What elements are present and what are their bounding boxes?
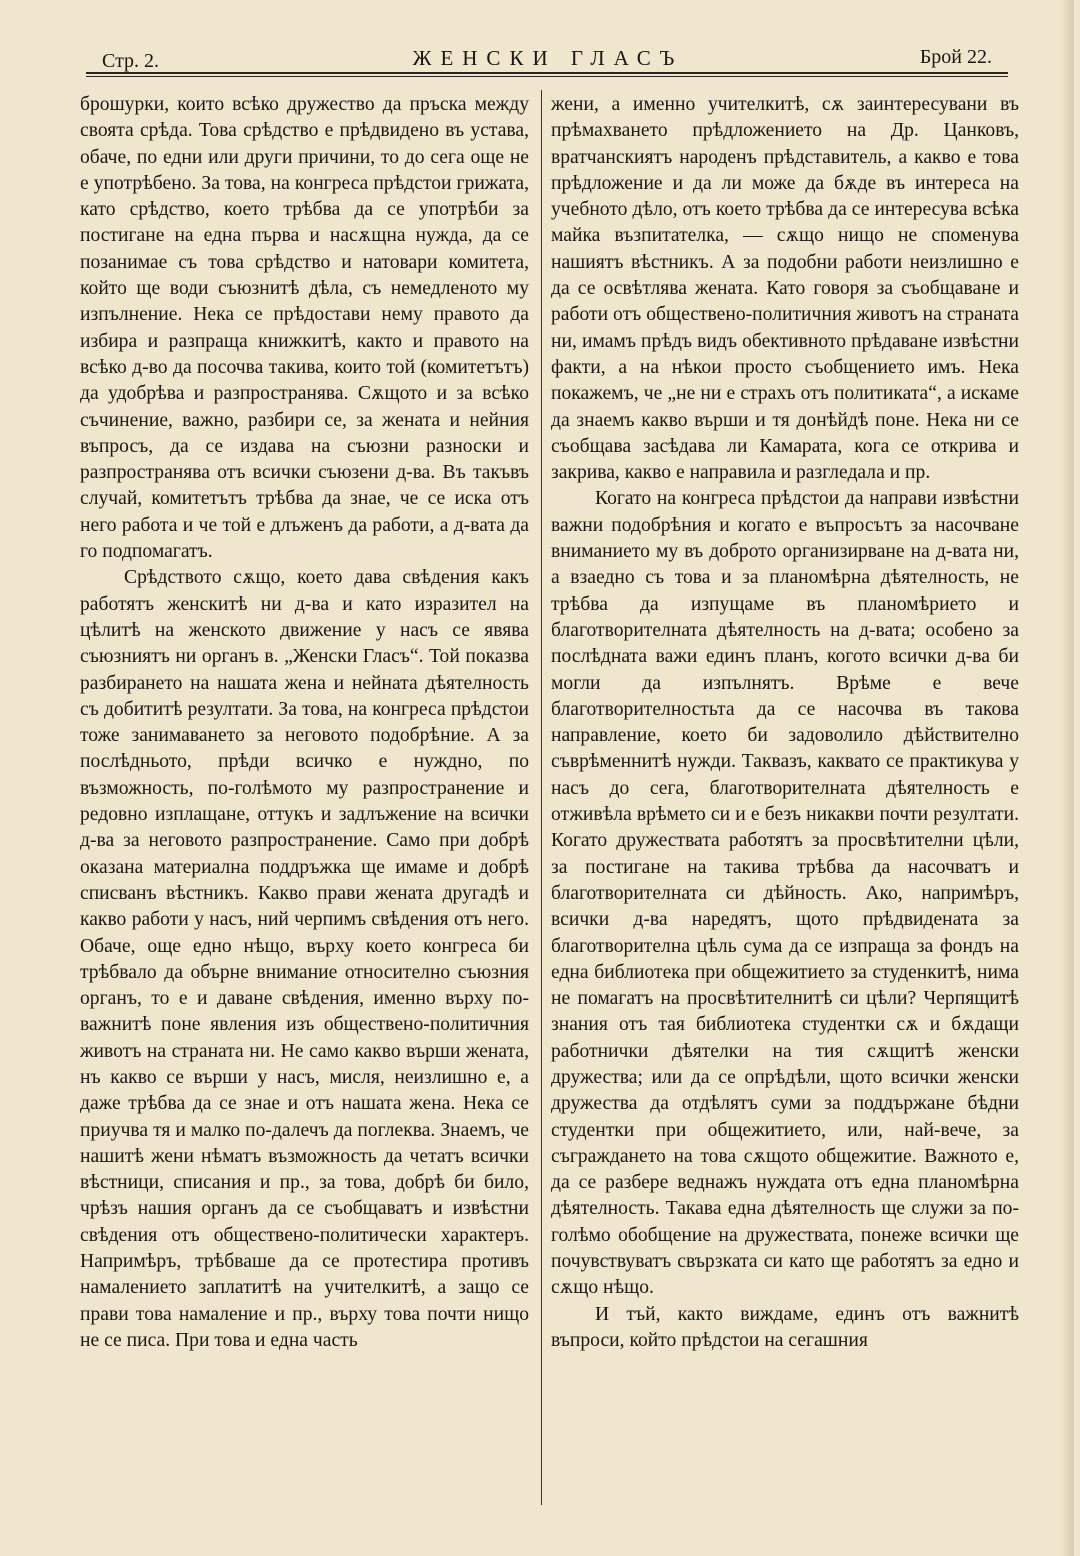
header-rule xyxy=(86,72,1008,74)
left-column xyxy=(80,92,529,1354)
newspaper-title: ЖЕНСКИ ГЛАСЪ xyxy=(412,46,684,70)
page-number: Стр. 2. xyxy=(102,50,160,72)
paragraph: жени, а именно учителкитѣ, сѫ заинтересувани въ прѣмахването прѣдложението на Др. Цанковъ, вратчанскиятъ народенъ прѣдставитель, а какво е това прѣдложение и да ли може да бѫде въ интереса на учебното дѣло, отъ което трѣбва да се интересува всѣка майка възпитателка, — сѫщо нищо не споменува нашиятъ вѣстникъ. А за подобни работи неизлишно е да се освѣтлява жената. Като говоря за съобщаване и работи отъ обществено-политичния животъ на страната ни, имамъ прѣдъ видъ обективното прѣдаване извѣстни факти, а на нѣкои просто съобщението имъ. Нека покажемъ, че „не ни е страхъ отъ политиката“, а искаме да знаемъ какво върши и тя донѣйдѣ поне. Нека ни се съобщава засѣдава ли Камарата, кога се открива и закрива, какво е направила и разгледала и пр. xyxy=(551,94,1019,484)
header-rule-thin xyxy=(86,76,1008,77)
paragraph: И тъй, както виждаме, единъ отъ важнитѣ въпроси, който прѣдстои на сегашния xyxy=(551,1303,1019,1351)
issue-number: Брой 22. xyxy=(919,46,992,68)
right-column xyxy=(551,92,1019,1354)
page-header xyxy=(86,44,1010,74)
paragraph: брошурки, които всѣко дружество да пръска между своята срѣда. Това срѣдство е прѣдвидено въ устава, обаче, по едни или други причини, то до сега още не е употрѣбено. За това, на конгреса прѣдстои грижата, като срѣдство, което трѣбва да се употрѣби за постигане на една първа и насѫщна нужда, да се позанимае съ това срѣдство и натовари комитета, който ще води съюзнитѣ дѣла, съ немедленото му изпълнение. Нека се прѣдостави нему правото да избира и разпраща книжкитѣ, както и правото на всѣко д-во да посочва такива, които той (комитетътъ) да удобрѣва и разпространява. Сѫщото и за всѣко съчинение, важно, разбири се, за жената и нейния въпросъ, да се издава на съюзни разноски и разпространява отъ всички съюзени д-ва. Въ такъвъ случай, комитетътъ трѣбва да знае, че се иска отъ него работа и че той е длъженъ да работи, а д-вата да го подпомагатъ. xyxy=(80,94,529,563)
paragraph: Когато на конгреса прѣдстои да направи извѣстни важни подобрѣния и когато е въпросътъ за насочване вниманието му въ доброто организирване на д-вата ни, а взаедно съ това и за планомѣрна дѣятелность, не трѣбва да изпущаме въ планомѣрието и благотворителната дѣятелность на д-вата; особено за послѣдната важи единъ планъ, когото всички д-ва би могли да изпълнятъ. Врѣме е вече благотворителностьта да се насочва въ такова направление, което би задоволило дѣйствително съврѣменнитѣ нужди. Таквазъ, каквато се практикува у насъ до сега, благотворителната дѣятелность е отживѣла врѣмето си и е безъ никакви почти резултати. Когато дружествата работятъ за просвѣтителни цѣли, за постигане на такива трѣбва да насочватъ и благотворителната си дѣйность. Ако, напримѣръ, всички д-ва наредятъ, щото прѣдвидената за благотворителна цѣль сума да се изпраща за фондъ на една библиотека при общежитието за студенкитѣ, нима не помагатъ на просвѣтителнитѣ си цѣли? Черпящитѣ знания отъ тая библиотека студентки сѫ и бѫдащи работнички дѣятелки на тия сѫщитѣ женски дружества; или да се опрѣдѣли, щото всички женски дружества да отдѣлятъ суми за поддържане бѣдни студентки при общежитието, или, най-вече, за съграждането на това сѫщото общежитие. Важното е, да се разбере веднажъ нуждата отъ една планомѣрна дѣятелность. Такава една дѣятелность ще служи за по-голѣмо обобщение на дружествата, понеже всички ще почувствуватъ свързката си като ще работятъ за едно и сѫщо нѣщо. xyxy=(551,488,1019,1299)
column-divider xyxy=(541,90,542,1505)
page-edge xyxy=(1060,0,1074,1556)
paragraph: Срѣдството сѫщо, което дава свѣдения какъ работятъ женскитѣ ни д-ва и като изразител на цѣлитѣ на женското движение у насъ се явява съюзниятъ ни органъ в. „Женски Гласъ“. Той показва разбирането на нашата жена и нейната дѣятелность съ добититѣ резултати. За това, на конгреса прѣдстои тоже занимаването за неговото подобрѣние. А за послѣдньото, прѣди всичко е нуждно, по възможность, по-голѣмото му разпространение и редовно изплащане, оттукъ и задлъжение на всички д-ва за неговото разпространение. Само при добрѣ оказана материална поддръжка ще имаме и добрѣ списванъ вѣстникъ. Какво прави жената другадѣ и какво работи у насъ, ний черпимъ свѣдения отъ него. Обаче, още едно нѣщо, върху което конгреса би трѣбвало да обърне внимание относително съюзния органъ, то е и даване свѣдения, именно върху по-важнитѣ поне явления изъ обществено-политичния животъ на страната ни. Не само какво върши жената, нъ какво се върши у насъ, мисля, неизлишно е, а даже трѣбва да се знае и отъ нашата жена. Нека се приучва тя и малко по-далечъ да поглеква. Знаемъ, че нашитѣ жени нѣматъ възможность да четатъ всички вѣстници, списания и пр., за това, добрѣ би било, чрѣзъ нашия органъ да се съобщаватъ и извѣстни свѣдения отъ обществено-политически характеръ. Напримѣръ, трѣбваше да се протестира противъ намалението заплатитѣ на учителкитѣ, а защо се прави това намаление и пр., върху това почти нищо не се писа. При това и една часть xyxy=(80,567,529,1351)
